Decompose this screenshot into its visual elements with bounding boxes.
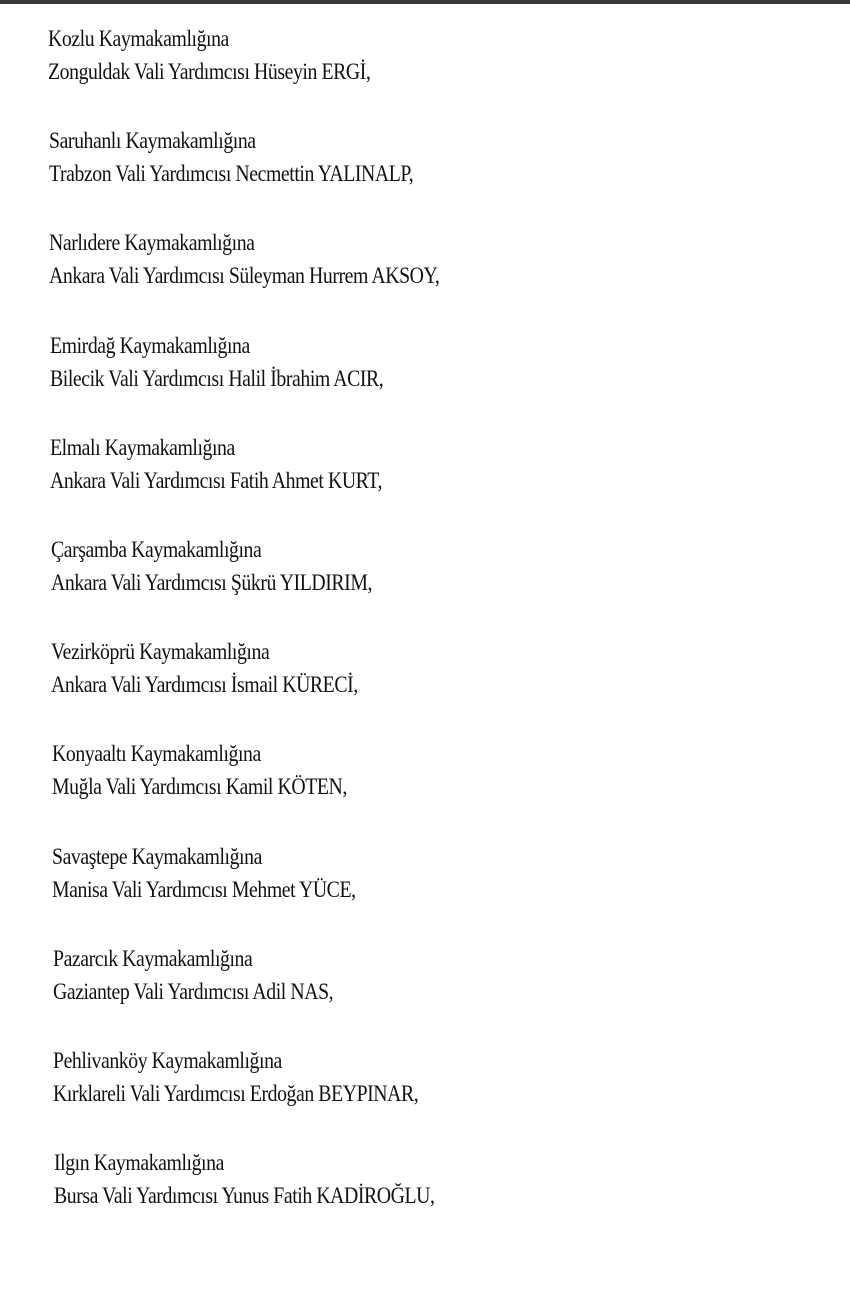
top-border [0, 0, 850, 4]
appointee-name: Trabzon Vali Yardımcısı Necmettin YALINALP, [49, 161, 414, 187]
office-name: Pehlivanköy Kaymakamlığına [53, 1047, 282, 1073]
office-name: Ilgın Kaymakamlığına [54, 1150, 224, 1176]
office-name: Saruhanlı Kaymakamlığına [49, 128, 256, 154]
appointee-name: Zonguldak Vali Yardımcısı Hüseyin ERGİ, [48, 59, 371, 84]
appointment-entry [51, 533, 850, 635]
appointment-entry [50, 431, 850, 533]
appointee-name: Manisa Vali Yardımcısı Mehmet YÜCE, [52, 876, 356, 902]
appointment-entry [48, 22, 850, 124]
appointment-entry [51, 635, 850, 737]
office-name: Konyaaltı Kaymakamlığına [52, 741, 261, 767]
appointee-name: Bursa Vali Yardımcısı Yunus Fatih KADİROĞLU, [54, 1183, 435, 1209]
office-name: Emirdağ Kaymakamlığına [50, 332, 250, 358]
appointment-entry [49, 124, 850, 226]
office-name: Elmalı Kaymakamlığına [50, 434, 235, 460]
appointee-name: Gaziantep Vali Yardımcısı Adil NAS, [53, 978, 334, 1004]
appointment-entry [53, 1044, 850, 1146]
appointee-name: Kırklareli Vali Yardımcısı Erdoğan BEYPINAR, [53, 1080, 419, 1106]
appointment-entry [52, 737, 850, 839]
appointee-name: Ankara Vali Yardımcısı Fatih Ahmet KURT, [50, 467, 382, 493]
appointment-entry [54, 1146, 850, 1248]
office-name: Vezirköprü Kaymakamlığına [51, 639, 270, 665]
appointee-name: Ankara Vali Yardımcısı İsmail KÜRECİ, [51, 672, 358, 698]
office-name: Kozlu Kaymakamlığına [48, 26, 229, 51]
appointment-entry [49, 226, 850, 328]
appointment-entry [52, 840, 850, 942]
appointee-name: Ankara Vali Yardımcısı Süleyman Hurrem AKSOY, [49, 263, 440, 289]
office-name: Pazarcık Kaymakamlığına [53, 945, 253, 971]
appointment-entry [50, 329, 850, 431]
appointee-name: Bilecik Vali Yardımcısı Halil İbrahim ACIR, [50, 365, 384, 391]
office-name: Çarşamba Kaymakamlığına [51, 536, 262, 562]
appointee-name: Muğla Vali Yardımcısı Kamil KÖTEN, [52, 774, 347, 800]
document-page [0, 22, 850, 1248]
office-name: Narlıdere Kaymakamlığına [49, 230, 255, 256]
appointment-entry [53, 942, 850, 1044]
office-name: Savaştepe Kaymakamlığına [52, 843, 262, 869]
appointee-name: Ankara Vali Yardımcısı Şükrü YILDIRIM, [51, 569, 372, 595]
